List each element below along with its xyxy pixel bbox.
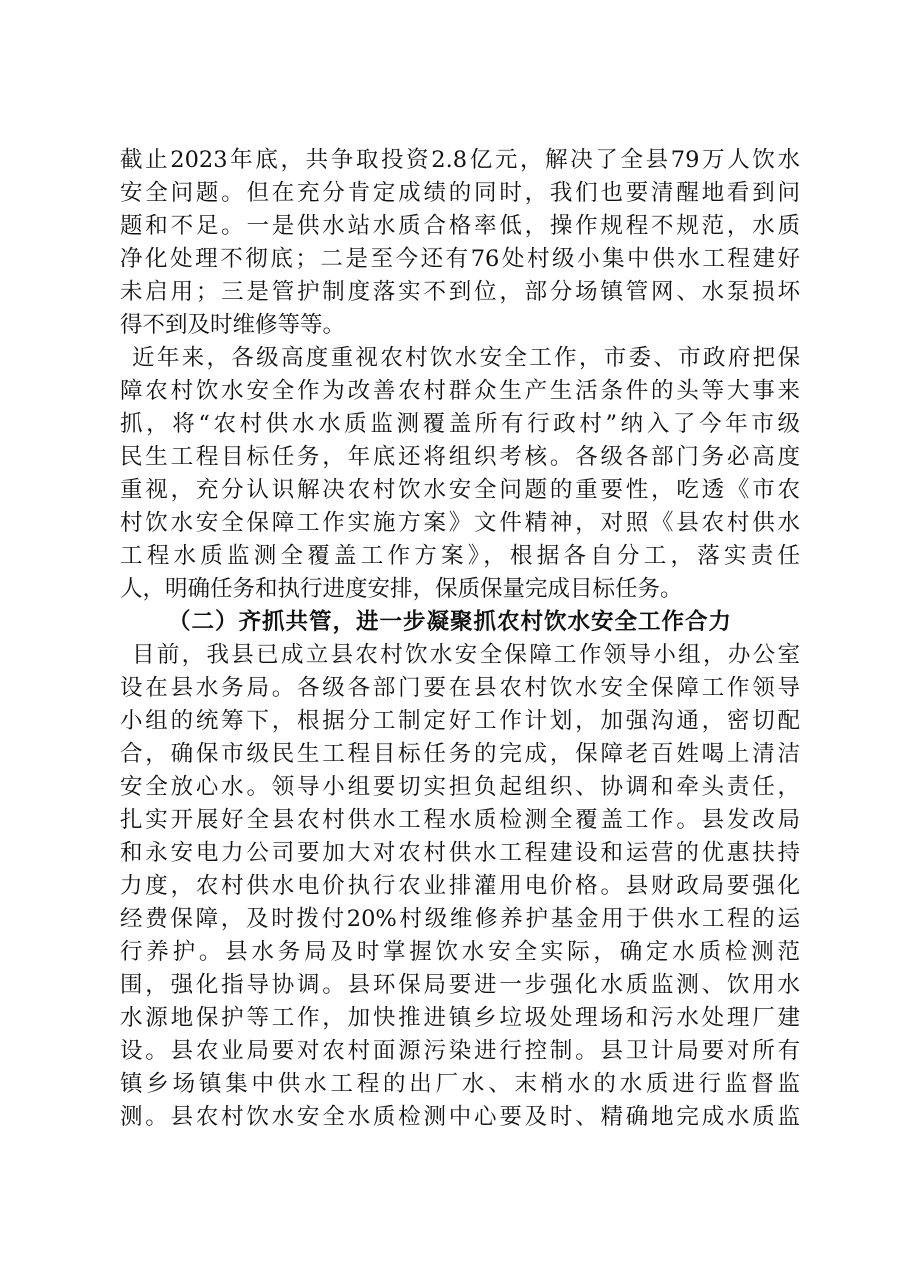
text-line: 经费保障，及时拨付20%村级维修养护基金用于供水工程的运 bbox=[120, 906, 800, 932]
text-line: 安全放心水。领导小组要切实担负起组织、协调和牵头责任， bbox=[120, 774, 800, 800]
text-line: 净化处理不彻底；二是至今还有76处村级小集中供水工程建好 bbox=[120, 246, 800, 272]
text-line: 安全问题。但在充分肯定成绩的同时，我们也要清醒地看到问 bbox=[120, 180, 800, 206]
text-line: 民生工程目标任务，年底还将组织考核。各级各部门务必高度 bbox=[120, 444, 800, 470]
text-line: 目前，我县已成立县农村饮水安全保障工作领导小组，办公室 bbox=[132, 642, 800, 668]
body-text bbox=[120, 144, 800, 1134]
text-line: 设。县农业局要对农村面源污染进行控制。县卫计局要对所有 bbox=[120, 1038, 800, 1064]
text-line: 工程水质监测全覆盖工作方案》，根据各自分工，落实责任 bbox=[120, 543, 800, 569]
text-line: 和永安电力公司要加大对农村供水工程建设和运营的优惠扶持 bbox=[120, 840, 800, 866]
text-line: 小组的统筹下，根据分工制定好工作计划，加强沟通，密切配 bbox=[120, 708, 800, 734]
text-line: 未启用；三是管护制度落实不到位，部分场镇管网、水泵损坏 bbox=[120, 279, 800, 305]
text-line: 重视，充分认识解决农村饮水安全问题的重要性，吃透《市农 bbox=[120, 477, 800, 503]
text-line: 截止2023年底，共争取投资2.8亿元，解决了全县79万人饮水 bbox=[120, 147, 800, 173]
text-line: 设在县水务局。各级各部门要在县农村饮水安全保障工作领导 bbox=[120, 675, 800, 701]
text-line: 近年来，各级高度重视农村饮水安全工作，市委、市政府把保 bbox=[132, 345, 800, 371]
text-line: 镇乡场镇集中供水工程的出厂水、末梢水的水质进行监督监 bbox=[120, 1071, 800, 1097]
text-line: 合，确保市级民生工程目标任务的完成，保障老百姓喝上清洁 bbox=[120, 741, 800, 767]
text-line: 行养护。县水务局及时掌握饮水安全实际，确定水质检测范 bbox=[120, 939, 800, 965]
text-line: 测。县农村饮水安全水质检测中心要及时、精确地完成水质监 bbox=[120, 1104, 800, 1130]
text-line: 人，明确任务和执行进度安排，保质保量完成目标任务。 bbox=[120, 576, 683, 602]
text-line: 围，强化指导协调。县环保局要进一步强化水质监测、饮用水 bbox=[120, 972, 800, 998]
text-line: 力度，农村供水电价执行农业排灌用电价格。县财政局要强化 bbox=[120, 873, 800, 899]
text-line: 扎实开展好全县农村供水工程水质检测全覆盖工作。县发改局 bbox=[120, 807, 800, 833]
text-line: 得不到及时维修等等。 bbox=[120, 312, 346, 338]
text-line: 题和不足。一是供水站水质合格率低，操作规程不规范，水质 bbox=[120, 213, 800, 239]
section-heading: （二）齐抓共管，进一步凝聚抓农村饮水安全工作合力 bbox=[168, 609, 733, 635]
text-line: 村饮水安全保障工作实施方案》文件精神，对照《县农村供水 bbox=[120, 510, 800, 536]
text-line: 障农村饮水安全作为改善农村群众生产生活条件的头等大事来 bbox=[120, 378, 800, 404]
text-line: 抓，将“农村供水水质监测覆盖所有行政村”纳入了今年市级 bbox=[120, 411, 800, 437]
text-line: 水源地保护等工作，加快推进镇乡垃圾处理场和污水处理厂建 bbox=[120, 1005, 800, 1031]
